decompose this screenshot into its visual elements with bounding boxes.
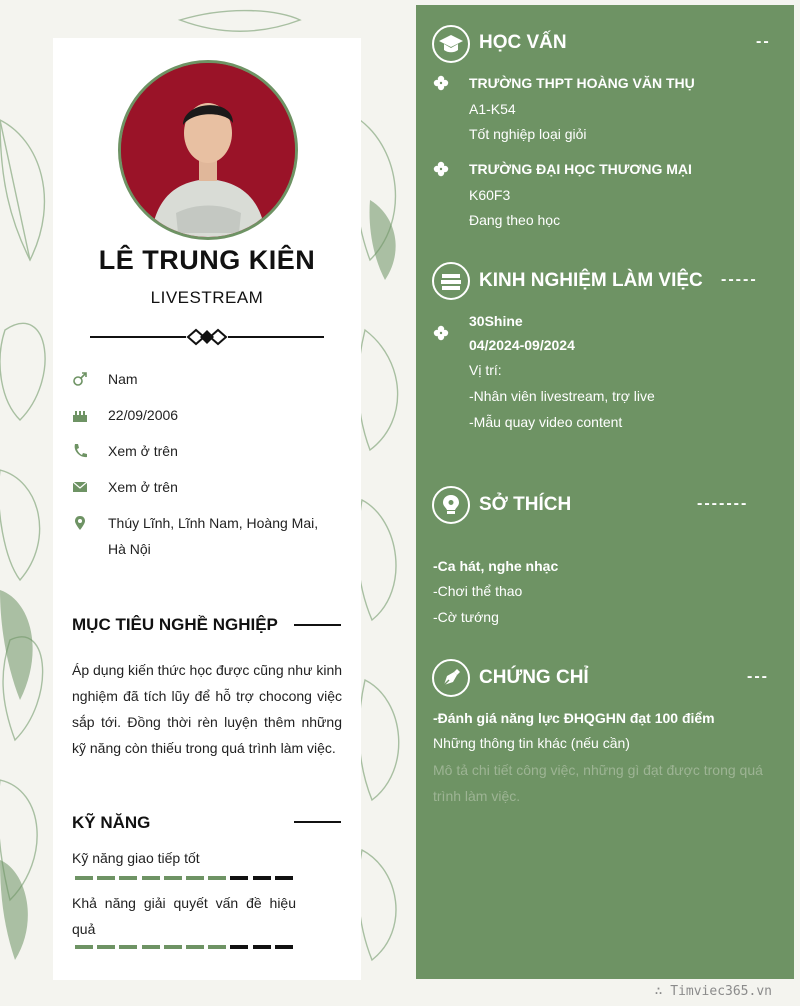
pen-nib-icon — [432, 659, 470, 697]
position-label: Vị trí: — [469, 362, 502, 378]
birthday-cake-icon — [72, 407, 88, 423]
skill-segment — [97, 876, 115, 880]
right-column — [416, 5, 794, 979]
avatar — [118, 60, 298, 240]
skill-segment — [119, 945, 137, 949]
contact-email — [72, 474, 332, 500]
other-info: Những thông tin khác (nếu cần) — [433, 735, 630, 751]
contact-text: 22/09/2006 — [108, 407, 179, 423]
hobbies-title: SỞ THÍCH — [479, 494, 572, 515]
school-status: Tốt nghiệp loại giỏi — [469, 126, 587, 142]
contact-text: Thúy Lĩnh, Lĩnh Nam, Hoàng Mai, Hà Nội — [108, 515, 319, 557]
section-divider — [294, 821, 341, 823]
section-dash: --- — [747, 668, 769, 685]
contact-address — [72, 510, 332, 562]
skill-segment — [253, 876, 271, 880]
school-detail: K60F3 — [469, 187, 511, 203]
school-detail: A1-K54 — [469, 101, 516, 117]
skill-segment — [142, 876, 160, 880]
lightbulb-gear-icon — [432, 486, 470, 524]
hobby-item: -Cờ tướng — [433, 609, 499, 625]
education-title: HỌC VẤN — [479, 32, 567, 53]
contact-text: Nam — [108, 371, 138, 387]
graduation-cap-icon — [432, 25, 470, 63]
section-dash: -- — [756, 33, 771, 50]
ornament-divider — [90, 327, 324, 347]
school-status: Đang theo học — [469, 212, 561, 228]
skill-bar — [75, 945, 295, 949]
school-name: TRƯỜNG ĐẠI HỌC THƯƠNG MẠI — [469, 161, 692, 177]
objective-title: MỤC TIÊU NGHỀ NGHIỆP — [72, 615, 278, 634]
map-pin-icon — [72, 515, 88, 531]
contact-gender — [72, 366, 332, 392]
skill-segment — [230, 876, 248, 880]
skill-segment — [275, 945, 293, 949]
flower-bullet-icon — [433, 75, 449, 91]
job-title: LIVESTREAM — [150, 288, 264, 307]
contact-text: Xem ở trên — [108, 479, 178, 495]
skill-segment — [186, 945, 204, 949]
flower-bullet-icon — [433, 161, 449, 177]
stacked-books-icon — [432, 262, 470, 300]
contact-phone — [72, 438, 332, 464]
skill-segment — [75, 876, 93, 880]
person-silhouette-icon — [121, 63, 295, 237]
hobby-item: -Ca hát, nghe nhạc — [433, 558, 559, 574]
certificates-title: CHỨNG CHỈ — [479, 667, 589, 688]
skill-segment — [208, 876, 226, 880]
skill-name: Kỹ năng giao tiếp tốt — [72, 850, 200, 866]
skill-name: Khả năng giải quyết vấn đề hiệu quả — [72, 895, 296, 937]
certificate-item: -Đánh giá năng lực ĐHQGHN đạt 100 điểm — [433, 710, 715, 726]
duty-item: -Mẫu quay video content — [469, 414, 623, 430]
skill-segment — [164, 945, 182, 949]
duty-item: -Nhân viên livestream, trợ live — [469, 388, 655, 404]
section-dash: ------- — [697, 495, 749, 512]
skill-segment — [253, 945, 271, 949]
skill-bar — [75, 876, 295, 880]
hobby-item: -Chơi thể thao — [433, 583, 523, 599]
skill-segment — [119, 876, 137, 880]
phone-icon — [72, 443, 88, 459]
skill-segment — [186, 876, 204, 880]
contact-birthday — [72, 402, 332, 428]
section-dash: ----- — [721, 271, 758, 288]
skill-segment — [97, 945, 115, 949]
envelope-icon — [72, 479, 88, 495]
description-placeholder: Mô tả chi tiết công việc, những gì đạt được trong quá trình làm việc. — [433, 762, 763, 804]
contact-text: Xem ở trên — [108, 443, 178, 459]
skill-segment — [164, 876, 182, 880]
skill-segment — [75, 945, 93, 949]
skill-segment — [208, 945, 226, 949]
skill-segment — [230, 945, 248, 949]
skills-title: KỸ NĂNG — [72, 813, 151, 832]
flower-bullet-icon — [433, 325, 449, 341]
full-name: LÊ TRUNG KIÊN — [98, 245, 316, 275]
section-divider — [294, 624, 341, 626]
objective-text: Áp dụng kiến thức học được cũng như kinh nghiệm đã tích lũy để hỗ trợ chocong việc sắp tới. Đồng thời rèn luyện thêm những kỹ năng còn thiếu trong quá trình làm việc. — [72, 662, 343, 756]
skill-segment — [142, 945, 160, 949]
experience-title: KINH NGHIỆM LÀM VIỆC — [479, 270, 703, 291]
skill-segment — [275, 876, 293, 880]
company-name: 30Shine — [469, 313, 523, 329]
gender-icon — [72, 371, 88, 387]
watermark: ∴ Timviec365.vn — [654, 984, 772, 999]
work-period: 04/2024-09/2024 — [469, 337, 575, 353]
school-name: TRƯỜNG THPT HOÀNG VĂN THỤ — [469, 75, 695, 91]
